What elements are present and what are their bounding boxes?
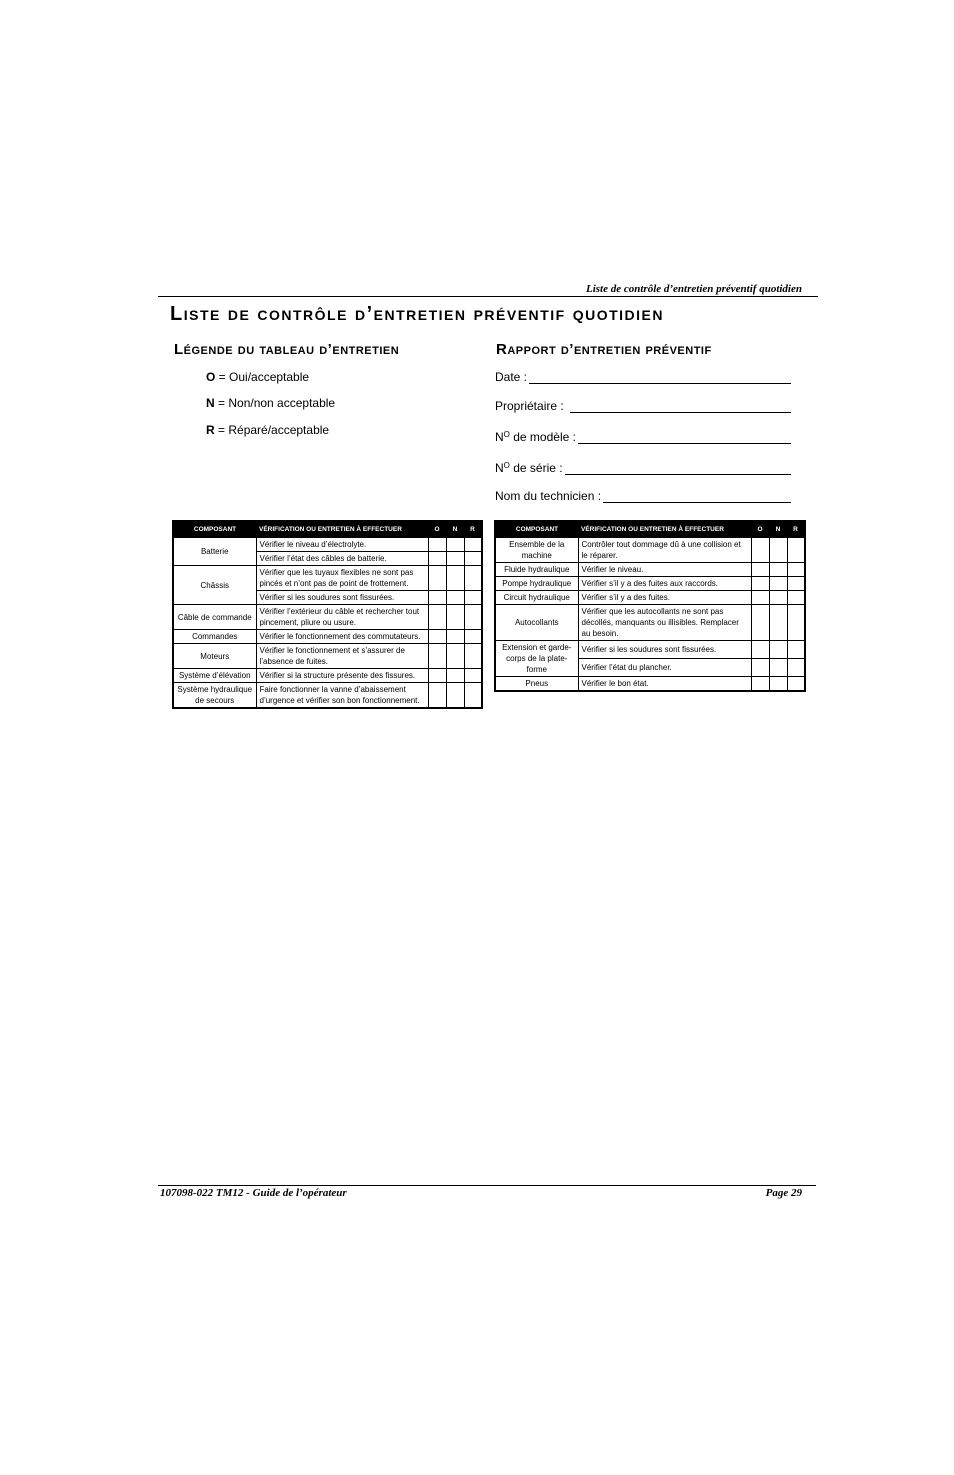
checkbox-o[interactable] (428, 538, 446, 552)
check-cell: Vérifier l’état des câbles de batterie. (256, 552, 428, 566)
legend-text: = Oui/acceptable (215, 370, 310, 384)
legend-text: = Non/non acceptable (214, 396, 336, 410)
checkbox-o[interactable] (751, 605, 769, 641)
table-row (495, 538, 805, 563)
checkbox-n[interactable] (769, 577, 787, 591)
component-cell: Pompe hydraulique (495, 577, 578, 591)
checkbox-o[interactable] (428, 630, 446, 644)
table-row (173, 566, 482, 591)
checkbox-o[interactable] (751, 563, 769, 577)
col-n: N (446, 521, 464, 538)
legend-item-o (206, 370, 309, 384)
checkbox-o[interactable] (428, 591, 446, 605)
report-serial-label: $N^O$ de série : (495, 461, 563, 475)
checkbox-r[interactable] (464, 566, 482, 591)
checkbox-n[interactable] (769, 605, 787, 641)
check-cell: Vérifier le bon état. (578, 677, 751, 692)
report-owner-field[interactable] (495, 399, 791, 413)
table-row (495, 641, 805, 659)
report-model-label: $N^O$ de modèle : (495, 430, 576, 444)
checkbox-o[interactable] (428, 683, 446, 709)
check-cell: Vérifier que les autocollants ne sont pas décollés, manquants ou illisibles. Remplacer au besoin. (578, 605, 751, 641)
checkbox-r[interactable] (464, 669, 482, 683)
report-technician-field[interactable] (495, 489, 791, 503)
checkbox-n[interactable] (446, 591, 464, 605)
col-check: VÉRIFICATION OU ENTRETIEN À EFFECTUER (578, 521, 751, 538)
report-date-field[interactable] (495, 370, 791, 384)
col-component: COMPOSANT (495, 521, 578, 538)
checkbox-r[interactable] (464, 605, 482, 630)
checkbox-n[interactable] (446, 605, 464, 630)
footer-doc-ref: 107098-022 TM12 - Guide de l’opérateur (160, 1187, 347, 1199)
check-cell: Vérifier s’il y a des fuites. (578, 591, 751, 605)
check-cell: Vérifier que les tuyaux flexibles ne sont pas pincés et n’ont pas de point de frottement. (256, 566, 428, 591)
component-cell: Autocollants (495, 605, 578, 641)
model-blank[interactable] (578, 432, 791, 444)
check-cell: Vérifier le fonctionnement des commutateurs. (256, 630, 428, 644)
check-cell: Vérifier le fonctionnement et s’assurer de l’absence de fuites. (256, 644, 428, 669)
technician-blank[interactable] (603, 491, 791, 503)
col-n: N (769, 521, 787, 538)
checkbox-o[interactable] (428, 605, 446, 630)
page-title: Liste de contrôle d’entretien préventif quotidien (170, 303, 664, 325)
col-r: R (464, 521, 482, 538)
checkbox-r[interactable] (787, 591, 805, 605)
checkbox-n[interactable] (446, 669, 464, 683)
checkbox-r[interactable] (464, 630, 482, 644)
header-rule (158, 296, 818, 297)
checkbox-r[interactable] (787, 677, 805, 692)
table-row (173, 538, 482, 552)
checkbox-n[interactable] (446, 644, 464, 669)
component-cell: Fluide hydraulique (495, 563, 578, 577)
checkbox-o[interactable] (751, 591, 769, 605)
checkbox-o[interactable] (751, 538, 769, 563)
legend-item-n (206, 396, 335, 410)
report-serial-field[interactable] (495, 461, 791, 475)
checkbox-n[interactable] (769, 538, 787, 563)
legend-item-r (206, 423, 329, 437)
footer-page-number: Page 29 (765, 1187, 802, 1199)
checkbox-r[interactable] (787, 538, 805, 563)
component-cell: Pneus (495, 677, 578, 692)
check-cell: Vérifier si la structure présente des fissures. (256, 669, 428, 683)
checkbox-o[interactable] (751, 659, 769, 677)
component-cell: Batterie (173, 538, 256, 566)
footer-rule (158, 1185, 816, 1186)
checkbox-r[interactable] (787, 605, 805, 641)
checklist-table-right (494, 520, 806, 692)
checkbox-r[interactable] (464, 644, 482, 669)
legend-key: O (206, 370, 216, 384)
report-owner-label: Propriétaire : (495, 399, 564, 413)
checkbox-o[interactable] (428, 566, 446, 591)
check-cell: Contrôler tout dommage dû à une collision et le réparer. (578, 538, 751, 563)
checkbox-o[interactable] (751, 577, 769, 591)
component-cell: Moteurs (173, 644, 256, 669)
checkbox-n[interactable] (769, 641, 787, 659)
checkbox-o[interactable] (751, 641, 769, 659)
checkbox-n[interactable] (769, 677, 787, 692)
check-cell: Vérifier si les soudures sont fissurées. (578, 641, 751, 659)
legend-key: N (206, 396, 215, 410)
table-row (173, 644, 482, 669)
legend-title: Légende du tableau d’entretien (174, 341, 400, 358)
date-blank[interactable] (529, 372, 791, 384)
check-cell: Vérifier l’extérieur du câble et rechercher tout pincement, pliure ou usure. (256, 605, 428, 630)
table-row (495, 591, 805, 605)
checkbox-n[interactable] (769, 659, 787, 677)
checkbox-o[interactable] (428, 669, 446, 683)
component-cell: Câble de commande (173, 605, 256, 630)
component-cell: Extension et garde-corps de la plate-forme (495, 641, 578, 677)
checkbox-n[interactable] (769, 563, 787, 577)
checkbox-n[interactable] (446, 566, 464, 591)
table-row (495, 677, 805, 692)
check-cell: Faire fonctionner la vanne d’abaissement d’urgence et vérifier son bon fonctionnement. (256, 683, 428, 709)
table-row (173, 669, 482, 683)
checkbox-r[interactable] (787, 659, 805, 677)
report-date-label: Date : (495, 370, 528, 384)
checkbox-r[interactable] (787, 563, 805, 577)
checkbox-r[interactable] (787, 641, 805, 659)
col-o: O (428, 521, 446, 538)
col-r: R (787, 521, 805, 538)
component-cell: Circuit hydraulique (495, 591, 578, 605)
table-row (495, 605, 805, 641)
component-cell: Ensemble de la machine (495, 538, 578, 563)
legend-key: R (206, 423, 215, 437)
checkbox-o[interactable] (751, 677, 769, 692)
owner-blank[interactable] (570, 401, 791, 413)
col-component: COMPOSANT (173, 521, 256, 538)
checkbox-o[interactable] (428, 552, 446, 566)
checkbox-r[interactable] (464, 538, 482, 552)
checklist-table-left (172, 520, 483, 709)
report-technician-label: Nom du technicien : (495, 489, 602, 503)
table-row (173, 605, 482, 630)
table-header-row (173, 521, 482, 538)
component-cell: Commandes (173, 630, 256, 644)
component-cell: Système hydraulique de secours (173, 683, 256, 709)
report-title: Rapport d’entretien préventif (496, 341, 712, 358)
col-check: VÉRIFICATION OU ENTRETIEN À EFFECTUER (256, 521, 428, 538)
checkbox-o[interactable] (428, 644, 446, 669)
check-cell: Vérifier le niveau d’électrolyte. (256, 538, 428, 552)
check-cell: Vérifier l’état du plancher. (578, 659, 751, 677)
checkbox-r[interactable] (464, 683, 482, 709)
checkbox-n[interactable] (769, 591, 787, 605)
component-cell: Châssis (173, 566, 256, 605)
table-header-row (495, 521, 805, 538)
report-model-field[interactable] (495, 430, 791, 444)
table-row (495, 577, 805, 591)
checkbox-r[interactable] (464, 591, 482, 605)
checkbox-n[interactable] (446, 630, 464, 644)
component-cell: Système d’élévation (173, 669, 256, 683)
legend-text: = Réparé/acceptable (214, 423, 330, 437)
checkbox-r[interactable] (464, 552, 482, 566)
running-header: Liste de contrôle d’entretien préventif quotidien (585, 283, 802, 295)
checkbox-r[interactable] (787, 577, 805, 591)
checkbox-n[interactable] (446, 683, 464, 709)
checkbox-n[interactable] (446, 552, 464, 566)
table-row (495, 563, 805, 577)
table-row (173, 630, 482, 644)
serial-blank[interactable] (565, 463, 791, 475)
check-cell: Vérifier le niveau. (578, 563, 751, 577)
check-cell: Vérifier s’il y a des fuites aux raccords. (578, 577, 751, 591)
table-row (173, 683, 482, 709)
checkbox-n[interactable] (446, 538, 464, 552)
col-o: O (751, 521, 769, 538)
check-cell: Vérifier si les soudures sont fissurées. (256, 591, 428, 605)
